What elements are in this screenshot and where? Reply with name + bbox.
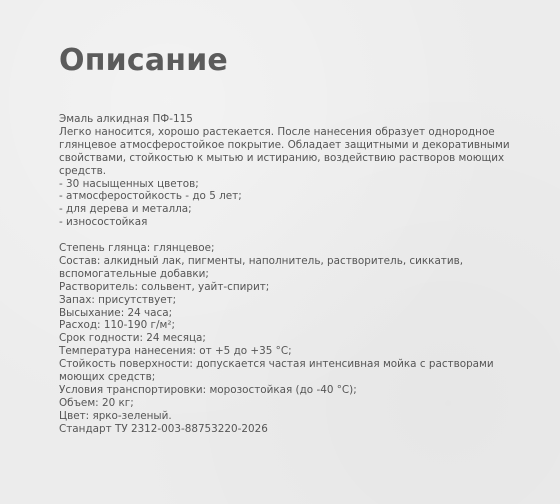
feature-item: - атмосферостойкость - до 5 лет;: [59, 190, 242, 203]
spec-line: Срок годности: 24 месяца;: [59, 332, 206, 345]
spec-line: Растворитель: сольвент, уайт-спирит;: [59, 280, 270, 293]
feature-item: - 30 насыщенных цветов;: [59, 177, 199, 190]
spec-line: Объем: 20 кг;: [59, 396, 134, 409]
page-title: Описание: [59, 43, 228, 78]
description-body: [59, 113, 510, 436]
feature-item: - износостойкая: [59, 216, 148, 229]
description-line: глянцевое атмосферостойкое покрытие. Обладает защитными и декоративными: [59, 138, 510, 151]
spec-line: Высыхание: 24 часа;: [59, 306, 173, 319]
spec-line: Состав: алкидный лак, пигменты, наполнитель, растворитель, сиккатив,: [59, 254, 464, 267]
spec-line: вспомогательные добавки;: [59, 267, 209, 280]
spec-line: Запах: присутствует;: [59, 293, 177, 306]
paragraph-gap: [59, 229, 499, 242]
spec-line: Условия транспортировки: морозостойкая (до -40 °С);: [59, 384, 357, 397]
description-line: Легко наносится, хорошо растекается. После нанесения образует однородное: [59, 125, 495, 138]
spec-line: Стойкость поверхности: допускается частая интенсивная мойка с растворами: [59, 358, 494, 371]
spec-line: Расход: 110-190 г/м²;: [59, 319, 176, 332]
description-line: средств.: [59, 164, 107, 177]
description-line: свойствами, стойкостью к мытью и истиранию, воздействию растворов моющих: [59, 151, 505, 164]
spec-line: Температура нанесения: от +5 до +35 °С;: [59, 345, 292, 358]
feature-item: - для дерева и металла;: [59, 203, 192, 216]
spec-line: Цвет: ярко-зеленый.: [59, 409, 172, 422]
spec-line: моющих средств;: [59, 371, 156, 384]
product-name: Эмаль алкидная ПФ-115: [59, 113, 193, 125]
spec-line: Степень глянца: глянцевое;: [59, 242, 215, 255]
spec-line: Стандарт ТУ 2312-003-88753220-2026: [59, 422, 268, 435]
